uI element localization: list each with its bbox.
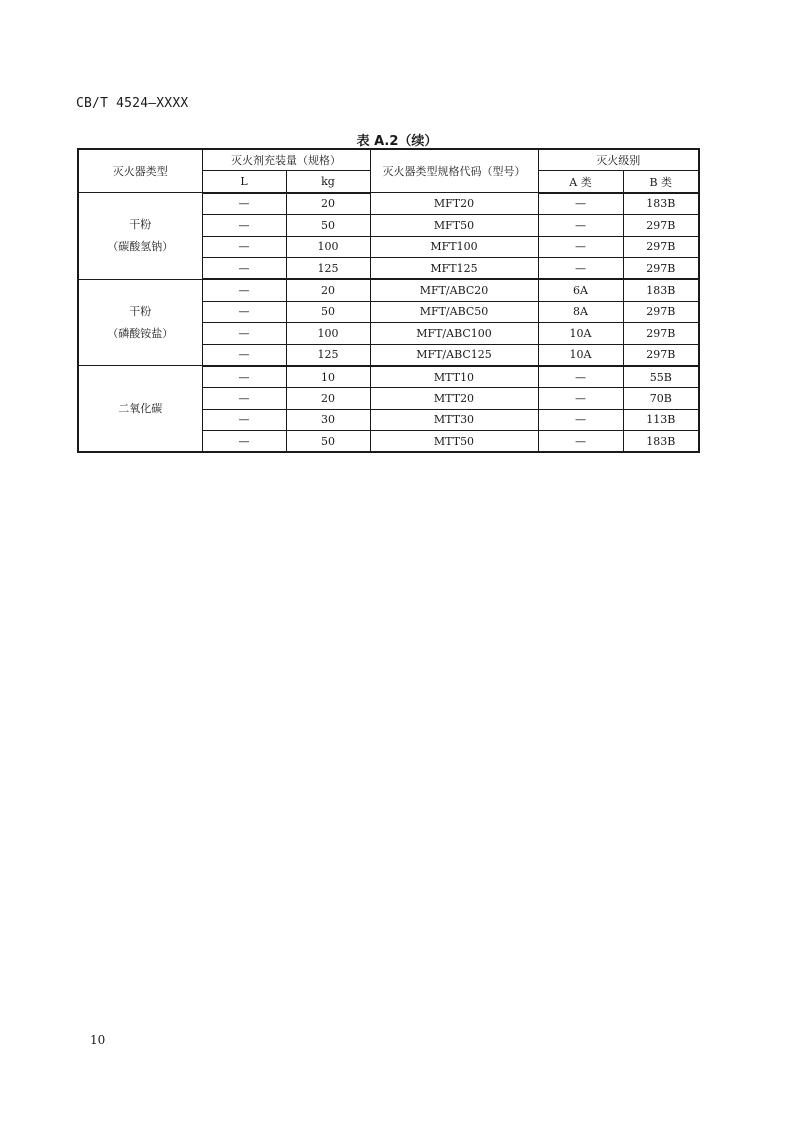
type-sublabel: （碳酸氢钠） — [107, 240, 174, 254]
cell-l: — — [202, 257, 286, 279]
cell-kg: 20 — [286, 388, 370, 409]
cell-kg: 50 — [286, 215, 370, 236]
cell-code: MFT20 — [370, 193, 538, 215]
cell-kg: 100 — [286, 236, 370, 257]
cell-rating-a: — — [538, 409, 623, 430]
cell-kg: 50 — [286, 301, 370, 322]
cell-rating-b: 297B — [623, 215, 699, 236]
cell-code: MTT20 — [370, 388, 538, 409]
cell-kg: 20 — [286, 279, 370, 301]
cell-rating-a: — — [538, 388, 623, 409]
cell-kg: 30 — [286, 409, 370, 430]
header-rating: 灭火级别 — [538, 149, 699, 171]
header-row — [78, 149, 699, 171]
cell-rating-a: — — [538, 236, 623, 257]
cell-l: — — [202, 323, 286, 344]
cell-rating-a: — — [538, 257, 623, 279]
cell-kg: 10 — [286, 366, 370, 388]
cell-kg: 50 — [286, 431, 370, 453]
cell-rating-b: 55B — [623, 366, 699, 388]
type-label: 干粉 — [129, 218, 152, 232]
type-cell — [78, 193, 202, 280]
cell-code: MFT50 — [370, 215, 538, 236]
type-label: 干粉 — [129, 304, 152, 318]
cell-kg: 20 — [286, 193, 370, 215]
cell-code: MFT/ABC125 — [370, 344, 538, 366]
cell-rating-a: — — [538, 431, 623, 453]
header-charge-kg: kg — [286, 171, 370, 193]
cell-kg: 125 — [286, 257, 370, 279]
table-title: 表 A.2（续） — [356, 134, 438, 149]
type-cell — [78, 279, 202, 366]
cell-l: — — [202, 279, 286, 301]
cell-rating-b: 183B — [623, 193, 699, 215]
cell-rating-a: — — [538, 366, 623, 388]
cell-rating-b: 70B — [623, 388, 699, 409]
cell-code: MFT/ABC50 — [370, 301, 538, 322]
cell-rating-b: 297B — [623, 344, 699, 366]
header-code: 灭火器类型规格代码（型号） — [370, 149, 538, 193]
cell-rating-a: — — [538, 193, 623, 215]
cell-code: MFT125 — [370, 257, 538, 279]
cell-l: — — [202, 344, 286, 366]
cell-l: — — [202, 193, 286, 215]
cell-kg: 100 — [286, 323, 370, 344]
cell-l: — — [202, 431, 286, 453]
cell-l: — — [202, 215, 286, 236]
header-rating-b: B 类 — [623, 171, 699, 193]
cell-rating-a: 6A — [538, 279, 623, 301]
page-number: 10 — [90, 1033, 106, 1047]
type-label: 二氧化碳 — [118, 401, 163, 415]
header-type: 灭火器类型 — [78, 149, 202, 193]
cell-rating-a: — — [538, 215, 623, 236]
cell-rating-b: 113B — [623, 409, 699, 430]
cell-l: — — [202, 388, 286, 409]
cell-rating-b: 297B — [623, 301, 699, 322]
cell-code: MFT100 — [370, 236, 538, 257]
cell-rating-b: 183B — [623, 279, 699, 301]
type-cell — [78, 366, 202, 453]
header-charge: 灭火剂充装量（规格） — [202, 149, 370, 171]
cell-code: MFT/ABC20 — [370, 279, 538, 301]
extinguisher-table — [77, 148, 700, 453]
cell-l: — — [202, 236, 286, 257]
cell-l: — — [202, 409, 286, 430]
cell-rating-b: 297B — [623, 323, 699, 344]
cell-code: MTT50 — [370, 431, 538, 453]
cell-rating-b: 297B — [623, 236, 699, 257]
cell-code: MFT/ABC100 — [370, 323, 538, 344]
table-row — [78, 193, 699, 215]
cell-rating-a: 10A — [538, 323, 623, 344]
type-sublabel: （磷酸铵盐） — [107, 326, 174, 340]
cell-rating-a: 10A — [538, 344, 623, 366]
cell-rating-b: 297B — [623, 257, 699, 279]
standard-code: CB/T 4524—XXXX — [76, 96, 189, 111]
cell-rating-a: 8A — [538, 301, 623, 322]
cell-code: MTT10 — [370, 366, 538, 388]
cell-l: — — [202, 366, 286, 388]
header-charge-l: L — [202, 171, 286, 193]
table-row — [78, 366, 699, 388]
cell-kg: 125 — [286, 344, 370, 366]
cell-rating-b: 183B — [623, 431, 699, 453]
table-row — [78, 279, 699, 301]
header-rating-a: A 类 — [538, 171, 623, 193]
cell-code: MTT30 — [370, 409, 538, 430]
cell-l: — — [202, 301, 286, 322]
